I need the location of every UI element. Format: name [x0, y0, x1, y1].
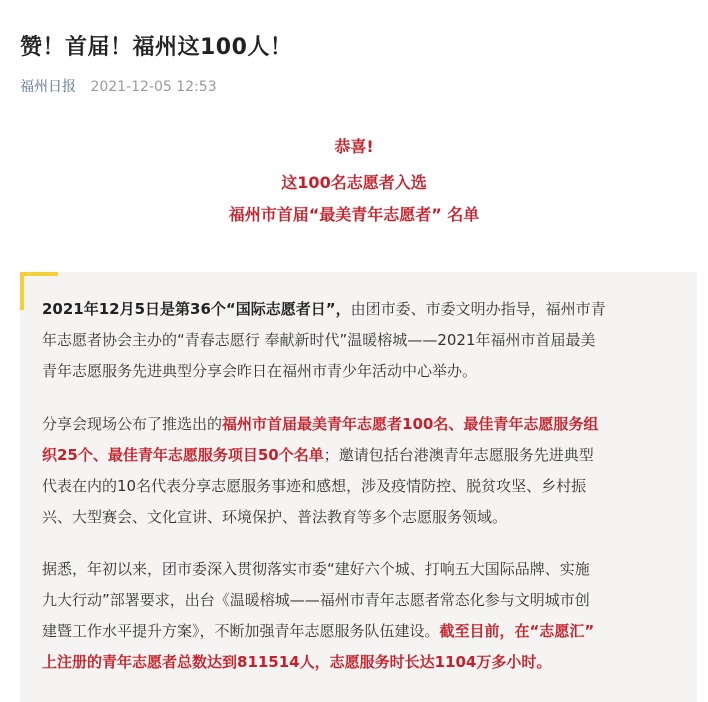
paragraph-line — [42, 294, 678, 325]
headline-list-name: 福州市首届“最美青年志愿者” 名单 — [228, 205, 480, 224]
highlight-text: 福州市首届最美青年志愿者100名、最佳青年志愿服务组 — [222, 415, 599, 433]
paragraph-announcement — [42, 409, 678, 533]
paragraph-line: 年志愿者协会主办的“青春志愿行 奉献新时代”温暖榕城——2021年福州市首届最美 — [42, 331, 596, 349]
paragraph-line: 据悉，年初以来，团市委深入贯彻落实市委“建好六个城、打响五大国际品牌、实施 — [42, 560, 590, 578]
quote-corner-top-bar — [20, 272, 58, 276]
paragraph-line: 兴、大型赛会、文化宣讲、环境保护、普法教育等多个志愿服务领域。 — [42, 508, 508, 526]
headline-subtitle: 这100名志愿者入选 — [281, 173, 427, 192]
paragraph-line — [42, 409, 678, 440]
paragraph-line: 代表在内的10名代表分享志愿服务事迹和感想，涉及疫情防控、脱贫攻坚、乡村振 — [42, 477, 587, 495]
paragraph-statistics — [42, 554, 678, 678]
publish-time: 2021-12-05 12:53 — [90, 79, 217, 95]
highlight-text: 上注册的青年志愿者总数达到811514人，志愿服务时长达1104万多小时。 — [42, 653, 552, 671]
paragraph-intro — [42, 294, 678, 387]
highlight-text: 截至目前，在“志愿汇” — [439, 622, 595, 640]
paragraph-line: 青年志愿服务先进典型分享会昨日在福州市青少年活动中心举办。 — [42, 362, 478, 380]
paragraph-line — [42, 616, 678, 647]
bold-text: 2021年12月5日是第36个“国际志愿者日”， — [42, 300, 351, 318]
paragraph-text: 由团市委、市委文明办指导，福州市青 — [350, 300, 606, 318]
paragraph-line — [42, 647, 678, 678]
paragraph-text: 分享会现场公布了推选出的 — [42, 415, 223, 433]
paragraph-text: ；邀请包括台港澳青年志愿服务先进典型 — [323, 446, 594, 464]
article-title: 赞！首届！福州这100人！ — [20, 35, 293, 60]
headline-congrats: 恭喜! — [334, 137, 374, 156]
paragraph-line: 九大行动”部署要求，出台《温暖榕城——福州市青年志愿者常态化参与文明城市创 — [42, 591, 590, 609]
highlight-text: 织25个、最佳青年志愿服务项目50个名单 — [42, 446, 324, 464]
paragraph-line — [42, 440, 678, 471]
quote-corner-left-bar — [20, 272, 24, 310]
paragraph-text: 建暨工作水平提升方案》，不断加强青年志愿服务队伍建设。 — [42, 622, 440, 640]
article-source-link[interactable]: 福州日报 — [20, 79, 76, 95]
article-meta — [20, 76, 217, 96]
